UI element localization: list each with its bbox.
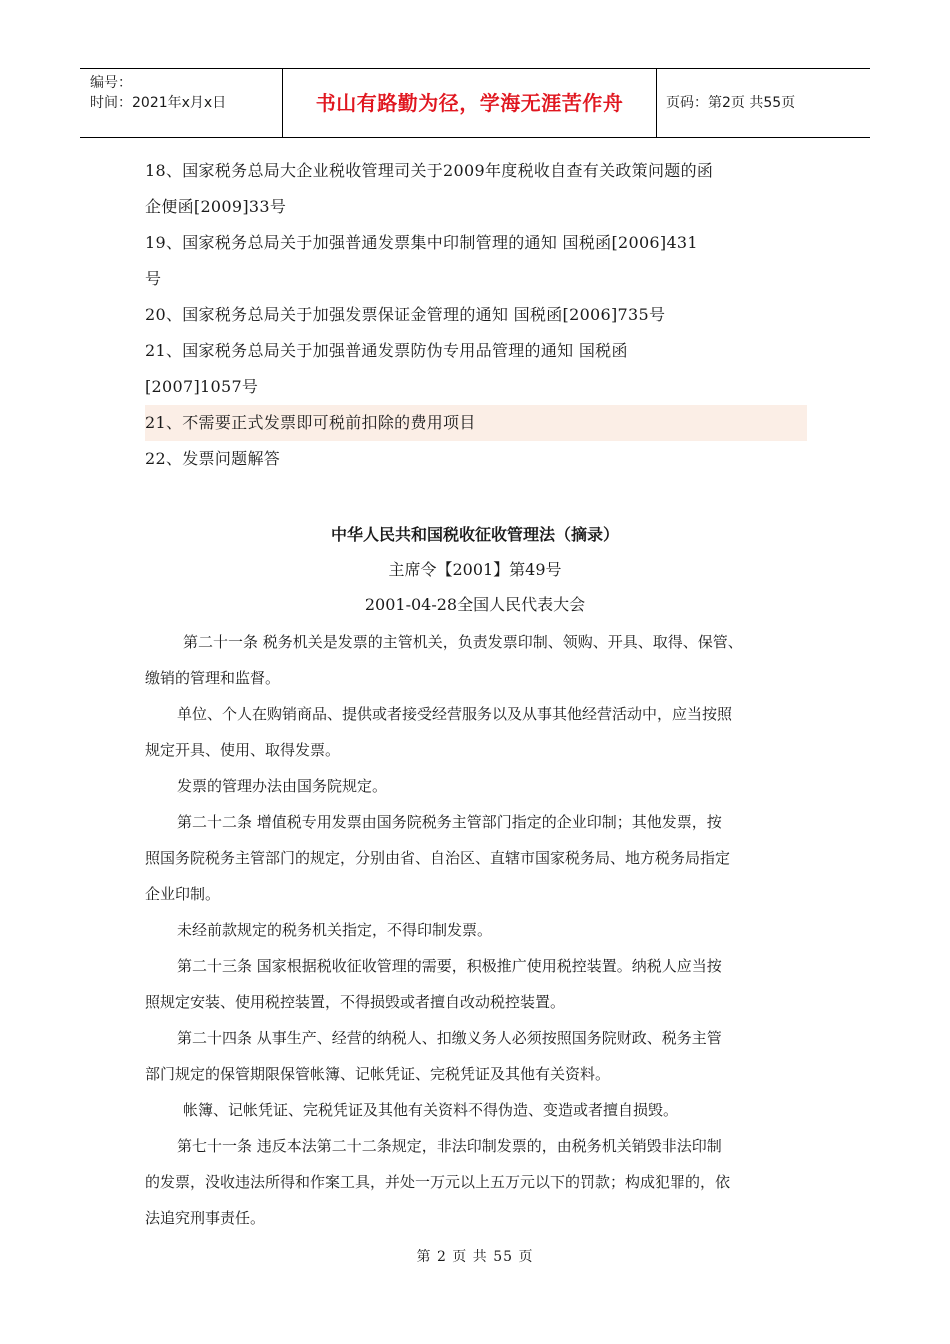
article-decree: 主席令【2001】第49号	[388, 560, 562, 579]
toc-line: [2007]1057号	[145, 377, 259, 396]
toc-line: 19、国家税务总局关于加强普通发票集中印制管理的通知 国税函[2006]431	[145, 233, 698, 252]
toc-line: 20、国家税务总局关于加强发票保证金管理的通知 国税函[2006]735号	[145, 305, 666, 324]
article-line: 照国务院税务主管部门的规定，分别由省、自治区、直辖市国家税务局、地方税务局指定	[145, 849, 731, 867]
article-line: 缴销的管理和监督。	[145, 669, 281, 687]
toc-line: 号	[145, 269, 162, 288]
header-divider	[656, 69, 657, 137]
article-line: 第二十三条 国家根据税收征收管理的需要，积极推广使用税控装置。纳税人应当按	[177, 957, 722, 975]
article-line: 单位、个人在购销商品、提供或者接受经营服务以及从事其他经营活动中，应当按照	[177, 705, 733, 723]
document-number-label: 编号：	[90, 75, 132, 91]
article-line: 企业印制。	[145, 885, 221, 903]
article-line: 规定开具、使用、取得发票。	[145, 741, 341, 759]
table-of-contents	[145, 153, 810, 477]
article-line: 照规定安装、使用税控装置，不得损毁或者擅自改动税控装置。	[145, 993, 566, 1011]
article-title: 中华人民共和国税收征收管理法（摘录）	[330, 525, 619, 544]
article-line: 第七十一条 违反本法第二十二条规定，非法印制发票的，由税务机关销毁非法印制	[177, 1137, 722, 1155]
article-body	[145, 624, 815, 1236]
article-line: 第二十二条 增值税专用发票由国务院税务主管部门指定的企业印制；其他发票，按	[177, 813, 722, 831]
article-line: 发票的管理办法由国务院规定。	[177, 777, 388, 795]
header-motto: 书山有路勤为径，学海无涯苦作舟	[315, 91, 624, 115]
article-line: 部门规定的保管期限保管帐簿、记帐凭证、完税凭证及其他有关资料。	[145, 1065, 611, 1083]
toc-line: 企便函[2009]33号	[145, 197, 287, 216]
article-line: 法追究刑事责任。	[145, 1209, 266, 1227]
article-line: 未经前款规定的税务机关指定，不得印制发票。	[177, 921, 493, 939]
toc-line: 18、国家税务总局大企业税收管理司关于2009年度税收自查有关政策问题的函	[145, 161, 714, 180]
header-page-info: 页码：第2页 共55页	[666, 95, 796, 111]
article-line: 的发票，没收违法所得和作案工具，并处一万元以上五万元以下的罚款；构成犯罪的，依	[145, 1173, 731, 1191]
article-line: 第二十四条 从事生产、经营的纳税人、扣缴义务人必须按照国务院财政、税务主管	[177, 1029, 722, 1047]
article-line: 第二十一条 税务机关是发票的主管机关，负责发票印制、领购、开具、取得、保管、	[183, 633, 743, 651]
article-date-issuer: 2001-04-28全国人民代表大会	[364, 595, 586, 614]
page-footer: 第 2 页 共 55 页	[416, 1249, 534, 1265]
article-line: 帐簿、记帐凭证、完税凭证及其他有关资料不得伪造、变造或者擅自损毁。	[183, 1101, 679, 1119]
page-header	[80, 68, 870, 138]
toc-line: 21、国家税务总局关于加强普通发票防伪专用品管理的通知 国税函	[145, 341, 628, 360]
toc-line: 22、发票问题解答	[145, 449, 281, 468]
document-time-label: 时间：2021年x月x日	[90, 95, 227, 111]
header-meta	[90, 73, 226, 113]
toc-line-highlighted: 21、不需要正式发票即可税前扣除的费用项目	[145, 405, 807, 441]
